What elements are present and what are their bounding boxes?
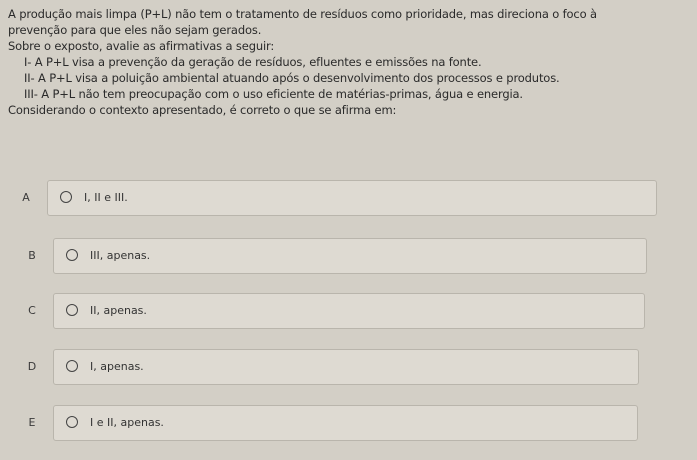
- option-d[interactable]: [27, 349, 639, 385]
- option-letter: C: [28, 304, 36, 317]
- question-prompt: Considerando o contexto apresentado, é correto o que se afirma em:: [8, 103, 397, 117]
- radio-button-icon[interactable]: [66, 416, 78, 428]
- radio-button-icon[interactable]: [66, 360, 78, 372]
- option-label: I, II e III.: [84, 191, 128, 204]
- question-intro-line-2: prevenção para que eles não sejam gerados.: [8, 23, 262, 37]
- option-a[interactable]: [22, 180, 657, 216]
- radio-button-icon[interactable]: [60, 191, 72, 203]
- radio-button-icon[interactable]: [66, 249, 78, 261]
- option-letter: E: [28, 416, 36, 429]
- option-b[interactable]: [28, 238, 647, 274]
- option-label: II, apenas.: [90, 304, 147, 317]
- statement-1: I- A P+L visa a prevenção da geração de resíduos, efluentes e emissões na fonte.: [24, 55, 482, 69]
- statement-3: III- A P+L não tem preocupação com o uso eficiente de matérias-primas, água e energia.: [24, 87, 523, 101]
- option-letter: D: [27, 360, 37, 373]
- statement-2: II- A P+L visa a poluição ambiental atuando após o desenvolvimento dos processos e produtos.: [24, 71, 560, 85]
- radio-button-icon[interactable]: [66, 304, 78, 316]
- option-label: III, apenas.: [90, 249, 151, 262]
- option-c[interactable]: [28, 293, 645, 329]
- question-intro-line-1: A produção mais limpa (P+L) não tem o tratamento de resíduos como prioridade, mas direciona o foco à: [8, 7, 597, 21]
- option-label: I e II, apenas.: [90, 416, 164, 429]
- option-e[interactable]: [28, 405, 638, 441]
- option-label: I, apenas.: [90, 360, 144, 373]
- option-letter: B: [28, 249, 36, 262]
- option-letter: A: [22, 191, 30, 204]
- question-instruction: Sobre o exposto, avalie as afirmativas a seguir:: [8, 39, 275, 53]
